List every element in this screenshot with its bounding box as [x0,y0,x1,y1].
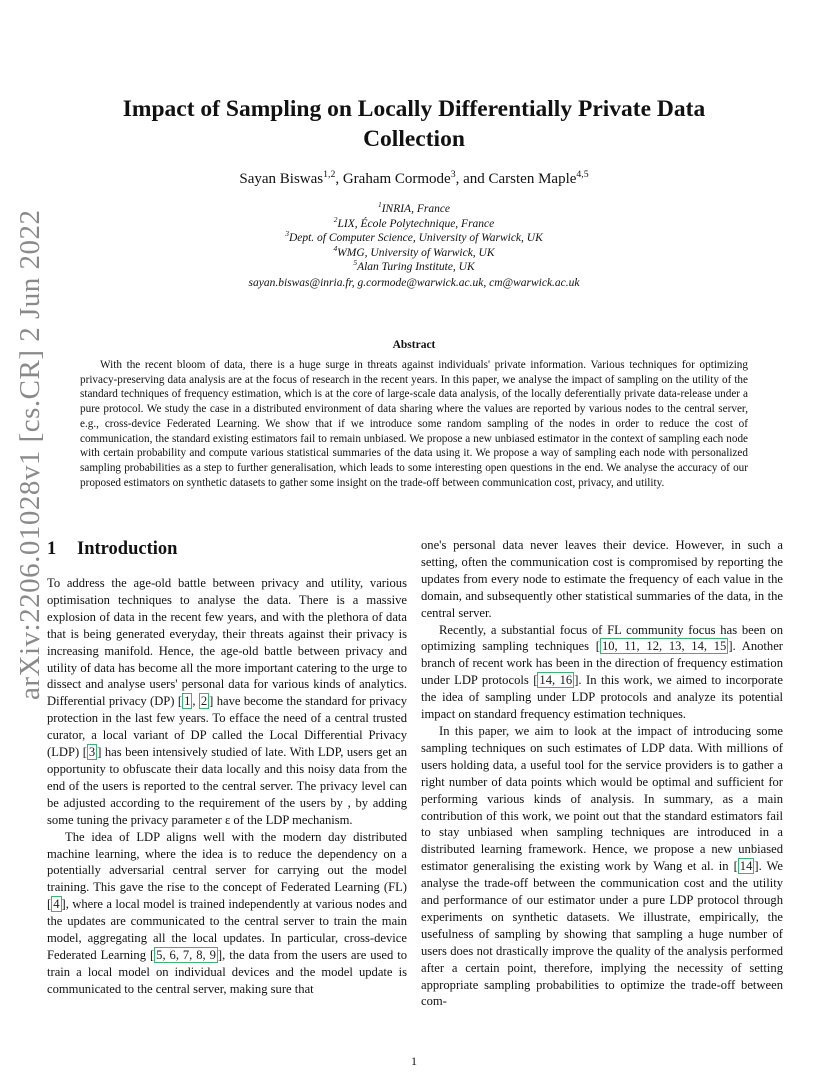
affiliation-3-number: 3 [285,229,289,239]
abstract-heading: Abstract [392,339,436,351]
author-list [60,171,768,188]
citation-link[interactable]: 14, 16 [539,673,573,688]
author-2: , Graham Cormode [335,171,451,187]
title-line-2: Collection [363,126,465,152]
affiliation-5-text: Alan Turing Institute, UK [357,261,475,274]
section-number: 1 [47,539,57,559]
text-run: , where a local model is trained independently at various nodes and the updates are communicated to the central server to train the main model, aggregating all the local updates. In particular, cross-device Federated Learning [47,897,407,962]
author-2-affil: 3 [450,169,456,180]
left-column [47,537,407,998]
intro-paragraph-5: In this paper, we aim to look at the impact of introducing some sampling techniques on such estimates of LDP data. With millions of users holding data, a useful tool for the service providers is to gather a right number of data points which would be optimal and sufficient for performing various kinds of analysis. In summary, as a main contribution of this work, we point out that the standard estimators fail to stay unbiased when sampling techniques are introduced in a distributed learning framework. Hence, we propose a new unbiased estimator generalising the existing work by Wang et al. in [ 14 ]. We analyse the trade-off between the communication cost and the utility and performance of our estimator under a pure LDP protocol through experiments on synthetic datasets. We illustrate, empirically, the usefulness of sampling by showing that sampling a huge number of users does not drastically improve the quality of the analysis performed after a certain point, therefore, implying the necessity of setting appropriate sampling probabilities to optimize the trade-off between com- [421,723,783,1009]
citation-link[interactable]: 4 [53,897,60,912]
affiliation-5 [60,260,768,275]
affiliation-2-text: LIX, École Polytechnique, France [337,217,495,230]
affiliation-1-number: 1 [377,200,382,210]
arxiv-identifier-stamp: arXiv:2206.01028v1 [cs.CR] 2 Jun 2022 [14,209,46,700]
text-run: Recently, a substantial focus of FL community focus has been on optimizing sampling techniques [421,622,783,654]
abstract-text: With the recent bloom of data, there is a huge surge in threats against individuals' private information. Various techniques for optimizing privacy-preserving data analysis are at the focus of research in the recent years. In this paper, we analyse the impact of sampling on the utility of the standard techniques of frequency estimation, which is at the core of large-scale data analysis, of the locally deferentially private data-release under a pure protocol. We study the case in a distributed environment of data sharing where the values are reported by various nodes to the central server, e.g., cross-device Federated Learning. We show that if we introduce some random sampling of the nodes in order to reduce the cost of communication, the standard existing estimators fail to remain unbiased. We propose a new unbiased estimator in the context of sampling each node with certain probability and compute various statistical summaries of the data using it. We propose a way of sampling each node with personalized sampling probabilities as a step to further generalisation, which leads to some interesting open questions in the end. We analyse the accuracy of our proposed estimators on synthetic datasets to gather some insight on the trade-off between communication cost, privacy, and utility. [80,359,748,489]
author-3: , and Carsten Maple [455,171,577,187]
intro-paragraph-1: To address the age-old battle between privacy and utility, various optimisation techniques to analyse the data. There is a massive explosion of data in the recent few years, and with the plethora of data that is being generated everyday, their threats against their privacy is increasing manifold. Hence, the age-old battle between privacy and utility of data has become all the more important catering to the urge to dissect and analyse users' personal data for various kinds of analytics. Differential privacy (DP) [ 1 , 2 ] have become the standard for privacy protection in the last few years. To efface the need of a central trusted curator, a local variant of DP called the Local Differential Privacy (LDP) [ 3 ] has been intensively studied of late. With LDP, users get an opportunity to obfuscate their data locally and this noisy data from the end of the users is reported to the central server. The privacy level can be adjusted according to the requirement of the users by , by adding some tuning the privacy parameter ε of the LDP mechanism. [47,576,408,827]
intro-paragraph-2: The idea of LDP aligns well with the modern day distributed machine learning, where the idea is to reduce the dependency on a potentially adversarial central server for carrying out the model training. This gave the rise to the concept of Federated Learning (FL) [ 4 ], where a local model is trained independently at various nodes and the updates are communicated to the central server to train the main model, aggregating all the local updates. In particular, cross-device Federated Learning [ 5, 6, 7, 8, 9 ], the data from the users are used to train a local model on individual devices and the model update is communicated to the central server, making sure that [47,829,408,996]
author-1-affil: 1,2 [323,169,336,180]
citation-separator: , [192,694,199,709]
text-run: have become the standard for privacy protection in the last few years. To efface the need of a central trusted curator, a local variant of DP called the Local Differential Privacy (LDP) [47,694,407,760]
paper-title [60,94,768,154]
citation-link[interactable]: 10, 11, 12, 13, 14, 15 [601,639,727,654]
citation-link[interactable]: 5, 6, 7, 8, 9 [156,947,216,962]
section-heading [47,537,407,561]
abstract-body [80,358,748,490]
affiliation-1 [60,202,768,217]
affiliation-3 [60,231,768,246]
affiliation-5-number: 5 [353,258,358,268]
right-column [421,537,783,1010]
affiliation-2-number: 2 [333,214,338,224]
text-run: . Another branch of recent work has been in the direction of frequency estimation under LDP protocols [421,639,783,688]
text-run: has been intensively studied of late. With LDP, users get an opportunity to obfuscate their data locally and this noisy data from the end of the users is reported to the central server. The privacy level can be adjusted according to the requirement of the users by , by adding some tuning the privacy parameter ε of the LDP mechanism. [47,745,408,827]
affiliation-4-text: WMG, University of Warwick, UK [337,246,495,259]
affiliation-4 [60,243,768,261]
citation-link[interactable]: 14 [739,859,753,874]
title-line-1: Impact of Sampling on Locally Differentially Private Data [122,96,706,122]
citation-link[interactable]: 2 [200,694,208,709]
affiliation-3-text: Dept. of Computer Science, University of Warwick, UK [288,232,543,245]
intro-paragraph-3: one's personal data never leaves their device. However, in such a setting, often the communication cost is compromised by reporting the updates from every node to estimate the frequency of each value in the domain, and subsequently other statistical summaries of the data, in the central server. [421,538,783,620]
intro-paragraph-4: Recently, a substantial focus of FL community focus has been on optimizing sampling techniques [ 10, 11, 12, 13, 14, 15 ]. Another branch of recent work has been in the direction of frequency estimation under LDP protocols [ 14, 16 ]. In this work, we aimed to incorporate the idea of sampling under LDP protocols and analyze its potential impact on standard frequency estimation techniques. [421,622,784,722]
text-run: The idea of LDP aligns well with the modern day distributed machine learning, where the idea is to reduce the dependency on a potentially adversarial central server for carrying out the model training. This gave the rise to the concept of Federated Learning (FL) [47,829,407,895]
affiliation-4-number: 4 [333,243,338,253]
text-run: To address the age-old battle between privacy and utility, various optimisation techniques to analyse the data. There is a massive explosion of data in the recent few years, and with the plethora of data that is being generated everyday, their threats against their privacy is increasing manifold. Hence, the age-old battle between privacy and utility of data has become all the more important catering to the urge to dissect and analyse users' personal data for various kinds of analytics. Differential privacy (DP) [47,576,407,709]
text-run: . We analyse the trade-off between the communication cost and the utility and performance of our estimator under a pure LDP protocol through experiments on synthetic datasets. We illustrate, empirically, the usefulness of sampling by showing that sampling a huge number of users does not drastically improve the quality of the analysis performed after a certain point, therefore, implying the necessity of setting appropriate sampling probabilities to optimize the trade-off between com- [421,859,783,1009]
author-1: Sayan Biswas [239,171,324,187]
author-emails: sayan.biswas@inria.fr, g.cormode@warwick.ac.uk, cm@warwick.ac.uk [248,276,580,289]
text-run: In this paper, we aim to look at the impact of introducing some sampling techniques on such estimates of LDP data. With millions of users holding data, a useful tool for the service providers is to gather a right number of data points which would be optimal and sufficient for performing various kinds of analysis. In summary, as a main contribution of this work, we point out that the standard estimators fail to stay unbiased when sampling techniques are introduced in a distributed learning framework. Hence, we propose a new unbiased estimator generalising the existing work by Wang et al. in [421,723,783,874]
citation-link[interactable]: 3 [88,745,96,760]
text-run: . In this work, we aimed to incorporate the idea of sampling under LDP protocols and analyze its potential impact on standard frequency estimation techniques. [421,673,784,722]
affiliation-2 [60,214,768,232]
affiliation-1-text: INRIA, France [381,203,451,215]
affiliations [60,202,768,291]
section-title: Introduction [77,539,178,559]
text-run: , the data from the users are used to train a local model on individual devices and the model update is communicated to the central server, making sure that [47,947,408,996]
author-3-affil: 4,5 [576,169,589,180]
page-number: 1 [411,1054,417,1068]
citation-link[interactable]: 1 [184,694,191,709]
